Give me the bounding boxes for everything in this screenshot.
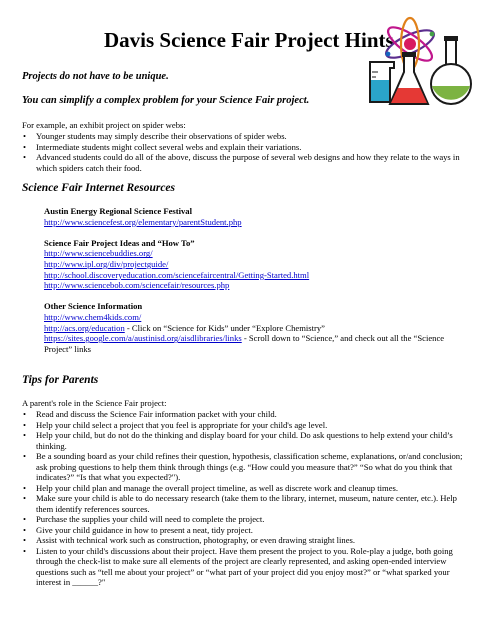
discovery-education-link[interactable]: http://school.discoveryeducation.com/sciencefaircentral/Getting-Started.html <box>44 269 310 280</box>
tips-for-parents-heading: Tips for Parents <box>22 374 99 386</box>
parents-intro: A parent's role in the Science Fair project: <box>22 398 167 408</box>
example-bullet: • Intermediate students might collect several webs and explain their variations. <box>22 142 474 153</box>
chem4kids-link[interactable]: http://www.chem4kids.com/ <box>44 311 142 322</box>
round-flask-icon <box>431 36 471 104</box>
example-intro: For example, an exhibit project on spider webs: <box>22 120 186 130</box>
project-ideas-title: Science Fair Project Ideas and “How To” <box>44 237 195 248</box>
ipl-link[interactable]: http://www.ipl.org/div/projectguide/ <box>44 258 169 269</box>
document-title: Davis Science Fair Project Hints <box>104 28 394 52</box>
aisd-link-note: - Scroll down to “Science,” and check out all the “Science Project” links <box>44 333 445 354</box>
parent-tip: • Help your child select a project that you feel is appropriate for your child's age level. <box>22 420 474 431</box>
parents-bullet-list <box>22 409 474 588</box>
beaker-icon <box>370 62 394 102</box>
lead-unique: Projects do not have to be unique. <box>22 71 169 82</box>
parent-tip: • Assist with technical work such as construction, photography, or even drawing straight lines. <box>22 535 474 546</box>
example-bullet: • Younger students may simply describe their observations of spider webs. <box>22 131 474 142</box>
acs-link-note: - Click on “Science for Kids” under “Explore Chemistry” <box>124 322 325 333</box>
example-bullet: • Advanced students could do all of the above, discuss the purpose of several web designs and how they relate to the ways in which spiders catch their food. <box>22 152 474 173</box>
acs-education-link[interactable]: http://acs.org/education <box>44 322 125 333</box>
lead-simplify: You can simplify a complex problem for your Science Fair project. <box>22 95 310 106</box>
parent-tip: • Help your child, but do not do the thinking and display board for your child. Do ask questions to help extend your child’s thinking. <box>22 430 474 451</box>
example-bullet-list <box>22 131 474 173</box>
resources-list <box>44 206 474 354</box>
parent-tip: • Read and discuss the Science Fair information packet with your child. <box>22 409 474 420</box>
parent-tip: • Help your child plan and manage the overall project timeline, as well as discrete work and cleanup times. <box>22 483 474 494</box>
sciencebuddies-link[interactable]: http://www.sciencebuddies.org/ <box>44 248 153 259</box>
internet-resources-heading: Science Fair Internet Resources <box>22 182 176 194</box>
aisd-libraries-link[interactable]: https://sites.google.com/a/austinisd.org/aisdlibraries/links <box>44 333 242 344</box>
science-flasks-clipart-icon <box>362 10 480 110</box>
parent-tip: • Give your child guidance in how to present a neat, tidy project. <box>22 525 474 536</box>
parent-tip: • Purchase the supplies your child will need to complete the project. <box>22 514 474 525</box>
other-science-title: Other Science Information <box>44 301 143 312</box>
parent-tip: • Listen to your child's discussions about their project. Have them present the project to you. Role-play a judge, both going through the check-list to make sure all elements of the project are clearly represented, and asking open-ended interview questions such as “tell me about your project” or “what part of your project did you enjoy most?” or “what sparked your interest in ______?" <box>22 546 474 588</box>
austin-energy-link[interactable]: http://www.sciencefest.org/elementary/parentStudent.php <box>44 216 242 227</box>
parent-tip: • Make sure your child is able to do necessary research (take them to the library, internet, museum, nature center, etc.). Help them identify references sources. <box>22 493 474 514</box>
austin-energy-title: Austin Energy Regional Science Festival <box>44 206 192 216</box>
parent-tip: • Be a sounding board as your child refines their question, hypothesis, classification scheme, explanations, or/and conclusion; ask probing questions to help them think through things (e.g. “How could you measure that?” “So what do you think that indicates?” “Is that what you expected?"). <box>22 451 474 483</box>
sciencebob-link[interactable]: http://www.sciencebob.com/sciencefair/resources.php <box>44 280 230 291</box>
